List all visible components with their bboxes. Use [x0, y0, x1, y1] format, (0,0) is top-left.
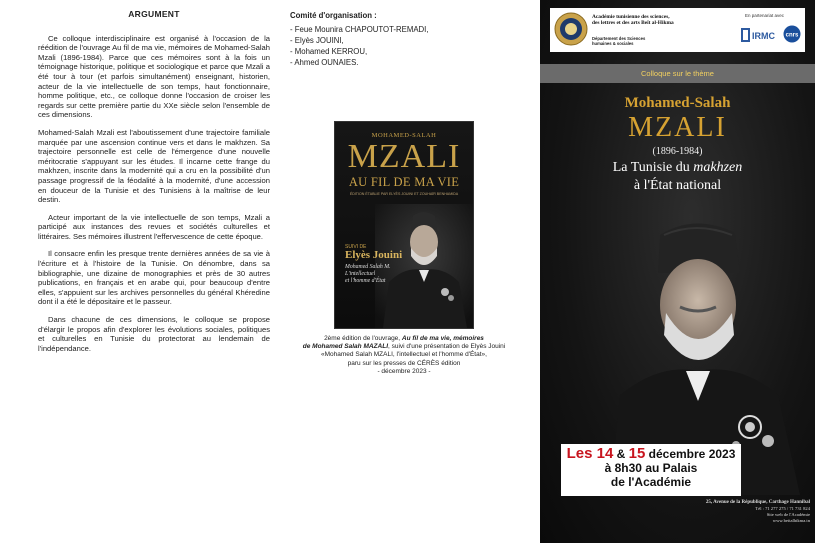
academy-name	[592, 14, 722, 27]
event-date-box	[561, 444, 741, 496]
book-subtitle-line: L'intellectuel	[345, 271, 376, 277]
committee-title: Comité d'organisation :	[290, 11, 377, 20]
event-date	[561, 447, 741, 461]
book-subtitle-line: et l'homme d'État	[345, 278, 386, 284]
argument-paragraph-1: Ce colloque interdisciplinaire est organisé à l'occasion de la réédition de l'ouvrage Au fil de ma vie, mémoires de Mohamed-Salah Mzali (1896-1984). Parce que ces mémoires sont à la fois un témoignage historique, politique et sociologique et parce que Mzali a été tour à tour (et parfois simultanément) enseignant, historien, acteur de la vie intellectuelle de son temps, haut fonctionnaire, homme politique, etc., ce colloque donne l'occasion de croiser les regards sur cette première partie du XXe siècle selon l'ensemble de ces dimensions.	[38, 33, 270, 120]
book-edition-note: ÉDITION ÉTABLIE PAR ELYÈS JOUINI ET ZOUHAÏR BENHAMIDA	[349, 192, 459, 196]
book-author-last: MZALI	[347, 138, 461, 175]
poster-subtitle-1	[540, 160, 815, 176]
argument-column	[38, 10, 270, 361]
website-link[interactable]: www.beitalhikma.tn	[772, 518, 810, 523]
book-presenter: Elyès Jouini	[345, 249, 403, 261]
caption-text: 2ème édition de l'ouvrage,	[324, 335, 402, 342]
academy-name-line: des lettres et des arts Beït al-Hikma	[592, 20, 674, 27]
cnrs-logo-text: cnrs	[785, 32, 799, 39]
date-day-2: 15	[628, 445, 646, 462]
subtitle-text: La Tunisie du	[612, 160, 694, 175]
book-suivi-de: SUIVI DE	[345, 244, 367, 250]
committee-member: - Feue Mounira CHAPOUTOT-REMADI,	[290, 25, 429, 34]
website-label: Site web de l'Académie	[766, 512, 810, 517]
event-time: à 8h30 au Palais	[604, 461, 698, 475]
irmc-logo-icon	[740, 24, 780, 46]
caption-book-title: Au fil de ma vie, mémoires	[401, 335, 484, 342]
date-month-year: décembre 2023	[645, 447, 736, 461]
argument-paragraph-5: Dans chacune de ces dimensions, le colloque se propose d'élargir le propos afin d'explorer les évolutions sociales, politiques et culturelles en Tunisie du protectorat au lendemain de l'indépendance.	[38, 315, 270, 353]
book-author-first: MOHAMED-SALAH	[371, 132, 437, 139]
committee-member: - Ahmed OUNAIES.	[290, 58, 359, 67]
book-cover	[335, 122, 473, 328]
poster-address	[690, 500, 810, 524]
academy-seal-icon	[554, 12, 588, 46]
academy-name-line: Académie tunisienne des sciences,	[592, 14, 670, 20]
book-title: AU FIL DE MA VIE	[348, 175, 460, 189]
poster-last-name: MZALI	[628, 112, 727, 143]
subtitle-italic: makhzen	[693, 160, 743, 175]
book-subtitle-line: Mohamed Salah M.	[345, 264, 391, 270]
event-venue: de l'Académie	[610, 475, 692, 489]
phone-line: Tél : 71 277 275 / 71 731 824	[755, 506, 810, 511]
irmc-logo-text: IRMC	[752, 31, 775, 41]
date-day-1: 14	[596, 445, 614, 462]
poster-first-name: Mohamed-Salah	[624, 95, 731, 111]
cnrs-logo-icon	[783, 23, 801, 45]
header-band	[550, 8, 805, 52]
argument-paragraph-4: Il consacre enfin les presque trente dernières années de sa vie à l'écriture et à l'histoire de la Tunisie. On dénombre, dans sa bibliographie, une dizaine de monographies et près de 30 autres publications, en français et en arabe qui, pour beaucoup d'entre elles, s'appuient sur les archives personnelles du général Khéredine dont il a été le dépositaire et le passeur.	[38, 249, 270, 307]
date-prefix: Les	[566, 445, 597, 462]
date-ampersand: &	[613, 447, 629, 461]
caption-line-4: paru sur les presses de CÉRÈS édition	[347, 359, 461, 367]
academy-department	[592, 36, 645, 46]
book-caption	[290, 335, 518, 376]
book-subtitle	[345, 264, 391, 285]
theme-bar: Colloque sur le thème	[540, 64, 815, 83]
poster-years: (1896-1984)	[652, 146, 703, 157]
caption-text: , suivi d'une présentation de Elyès Jouini	[388, 343, 506, 351]
argument-heading: ARGUMENT	[128, 9, 180, 19]
committee-member: - Mohamed KERROU,	[290, 47, 368, 56]
department-line: Département des Sciences	[592, 36, 646, 41]
caption-line-1	[290, 335, 518, 343]
department-line: humaines & sociales	[592, 41, 634, 46]
argument-paragraph-2: Mohamed-Salah Mzali est l'aboutissement d'une trajectoire familiale marquée par une ascension continue vers et dans le makhzen. Sa trajectoire personnelle est celle de l'émergence d'une nouvelle méritocratie s'appuyant sur les études. Il incarne cette frange du makhzen, inscrite dans la modernité qui a cru en la possibilité d'un passage progressif de la féodalité à la modernité, d'une accession en douceur de la Tunisie et des Tunisiens à la maîtrise de leur destin.	[38, 127, 270, 205]
caption-line-3: «Mohamed Salah MZALI, l'intellectuel et l'homme d'État»,	[321, 351, 487, 359]
committee-block	[290, 10, 520, 68]
poster-panel	[540, 0, 815, 543]
poster-subtitle-2: à l'État national	[633, 178, 722, 193]
partner-label: En partenariat avec	[745, 13, 785, 18]
argument-paragraph-3: Acteur important de la vie intellectuelle de son temps, Mzali a participé aux instances des revues et sociétés culturelles et littéraires. Ses mémoires illustrent l'effervescence de cette époque.	[38, 212, 270, 241]
address-line: 25, Avenue de la République, Carthage Hannibal	[705, 500, 810, 505]
caption-book-author: de Mohamed Salah MAZALI	[302, 343, 388, 351]
committee-member: - Elyès JOUINI,	[290, 36, 344, 45]
caption-line-5: - décembre 2023 -	[377, 367, 431, 375]
